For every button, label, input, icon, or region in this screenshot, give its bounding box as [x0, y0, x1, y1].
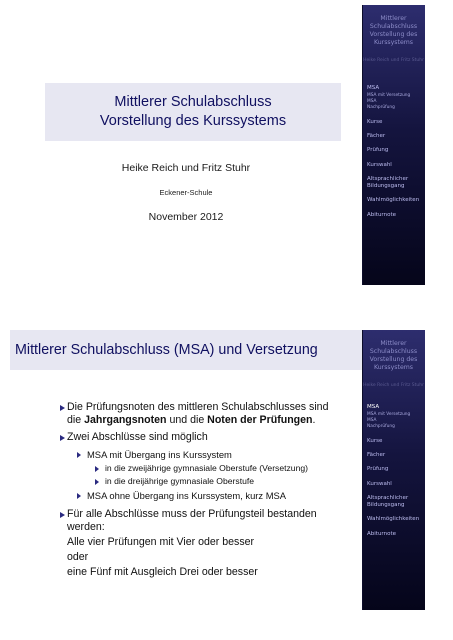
sidebar-author-line: Fritz Stuhr: [400, 58, 424, 63]
slide-title-line-2: Vorstellung des Kurssystems: [99, 113, 287, 129]
bullet-icon: [60, 435, 65, 441]
bullet-3-line-3: Alle vier Prüfungen mit Vier oder besser: [67, 536, 255, 548]
sidebar-title[interactable]: [362, 340, 425, 372]
bullet-1-line-2: [67, 414, 315, 427]
sidebar-author-line: Heike Reich und: [363, 58, 400, 63]
sub-bullet-icon: [77, 493, 81, 499]
sidebar-title-line: Kurssystems: [373, 364, 414, 371]
bullet-1-line-1: Die Prüfungsnoten des mittleren Schulabschlusses sind: [67, 401, 329, 413]
sub-sub-bullet-icon: [95, 479, 99, 485]
bullet-2-sub-2: MSA ohne Übergang ins Kurssystem, kurz MSA: [87, 490, 287, 501]
sidebar-subitem-msa[interactable]: MSA: [367, 418, 377, 423]
sidebar-item-pruefung[interactable]: Prüfung: [367, 147, 389, 153]
sidebar-item-faecher[interactable]: Fächer: [367, 133, 386, 139]
bullet-3-line-2: werden:: [67, 521, 105, 533]
frame-title: Mittlerer Schulabschluss (MSA) und Versetzung: [15, 342, 318, 358]
institute: Eckener-Schule: [159, 188, 213, 197]
frame-title-bar: [10, 330, 362, 370]
bullet-2-sub-1-a: in die zweijährige gymnasiale Oberstufe (Versetzung): [105, 463, 309, 473]
sidebar-item-line: Bildungsgang: [367, 501, 405, 508]
sub-bullet-icon: [77, 452, 81, 458]
bullet-2: Zwei Abschlüsse sind möglich: [67, 431, 208, 443]
sidebar-item-wahlmoeglichkeiten[interactable]: Wahlmöglichkeiten: [367, 516, 420, 522]
text-run: die: [67, 414, 85, 426]
sidebar-item-line: Altsprachlicher: [367, 495, 409, 501]
sidebar-title-line: Vorstellung des: [369, 356, 418, 363]
bullet-2-sub-1: MSA mit Übergang ins Kurssystem: [87, 449, 232, 460]
sidebar-item-line: Altsprachlicher: [367, 176, 409, 182]
sidebar-item-kurswahl[interactable]: Kurswahl: [367, 162, 392, 168]
slide-title-line-1: Mittlerer Schulabschluss: [114, 94, 272, 110]
sidebar-item-altsprachlich[interactable]: [367, 495, 424, 508]
date: November 2012: [148, 211, 224, 223]
content-slide: [10, 330, 425, 610]
sidebar-item-kurse[interactable]: Kurse: [367, 119, 383, 125]
slide-main: [10, 330, 362, 610]
sidebar-title-line: Mittlerer: [380, 15, 407, 22]
bullet-icon: [60, 405, 65, 411]
sidebar-author: [362, 383, 425, 389]
sidebar-item-kurse[interactable]: Kurse: [367, 438, 383, 444]
sidebar-item-line: Bildungsgang: [367, 182, 405, 189]
sidebar-subitem-nachpruefung[interactable]: Nachprüfung: [367, 424, 395, 429]
sidebar-item-msa[interactable]: MSA: [367, 404, 380, 410]
sidebar-item-faecher[interactable]: Fächer: [367, 452, 386, 458]
navigation-sidebar: [362, 330, 425, 610]
bullet-3-line-1: Für alle Abschlüsse muss der Prüfungsteil bestanden: [67, 508, 317, 520]
sidebar-item-abiturnote[interactable]: Abiturnote: [367, 212, 396, 218]
bullet-icon: [60, 512, 65, 518]
sidebar-subitem-msa-versetzung[interactable]: MSA mit Versetzung: [367, 412, 411, 417]
sidebar-title-line: Vorstellung des: [369, 31, 418, 38]
text-run: .: [312, 414, 316, 426]
sidebar-subitem-msa-versetzung[interactable]: MSA mit Versetzung: [367, 93, 411, 98]
bold-jahrgangsnoten: Jahrgangsnoten: [84, 414, 167, 426]
sidebar-item-msa[interactable]: MSA: [367, 85, 380, 91]
sidebar-title[interactable]: [362, 15, 425, 47]
sidebar-author-line: Fritz Stuhr: [400, 383, 424, 388]
navigation-sidebar: [362, 5, 425, 285]
sidebar-item-wahlmoeglichkeiten[interactable]: Wahlmöglichkeiten: [367, 197, 420, 203]
slide-main: [10, 5, 362, 285]
sidebar-subitem-nachpruefung[interactable]: Nachprüfung: [367, 105, 395, 110]
sidebar-title-line: Schulabschluss: [369, 348, 418, 355]
sidebar-item-abiturnote[interactable]: Abiturnote: [367, 531, 396, 537]
sidebar-item-pruefung[interactable]: Prüfung: [367, 466, 389, 472]
sidebar-item-kurswahl[interactable]: Kurswahl: [367, 481, 392, 487]
bold-noten-pruefungen: Noten der Prüfungen: [207, 414, 313, 426]
sidebar-title-line: Kurssystems: [373, 39, 414, 46]
bullet-3-line-5: eine Fünf mit Ausgleich Drei oder besser: [67, 566, 258, 578]
sub-sub-bullet-icon: [95, 466, 99, 472]
sidebar-title-line: Schulabschluss: [369, 23, 418, 30]
title-slide: [10, 5, 425, 285]
title-box: [45, 83, 341, 141]
authors: Heike Reich und Fritz Stuhr: [121, 162, 251, 174]
bullet-2-sub-1-b: in die dreijährige gymnasiale Oberstufe: [105, 476, 255, 486]
bullet-3-line-4: oder: [67, 551, 89, 563]
sidebar-author-line: Heike Reich und: [363, 383, 400, 388]
sidebar-subitem-msa[interactable]: MSA: [367, 99, 377, 104]
sidebar-title-line: Mittlerer: [380, 340, 407, 347]
sidebar-item-altsprachlich[interactable]: [367, 176, 424, 189]
text-run: und die: [166, 414, 208, 426]
sidebar-author: [362, 58, 425, 64]
